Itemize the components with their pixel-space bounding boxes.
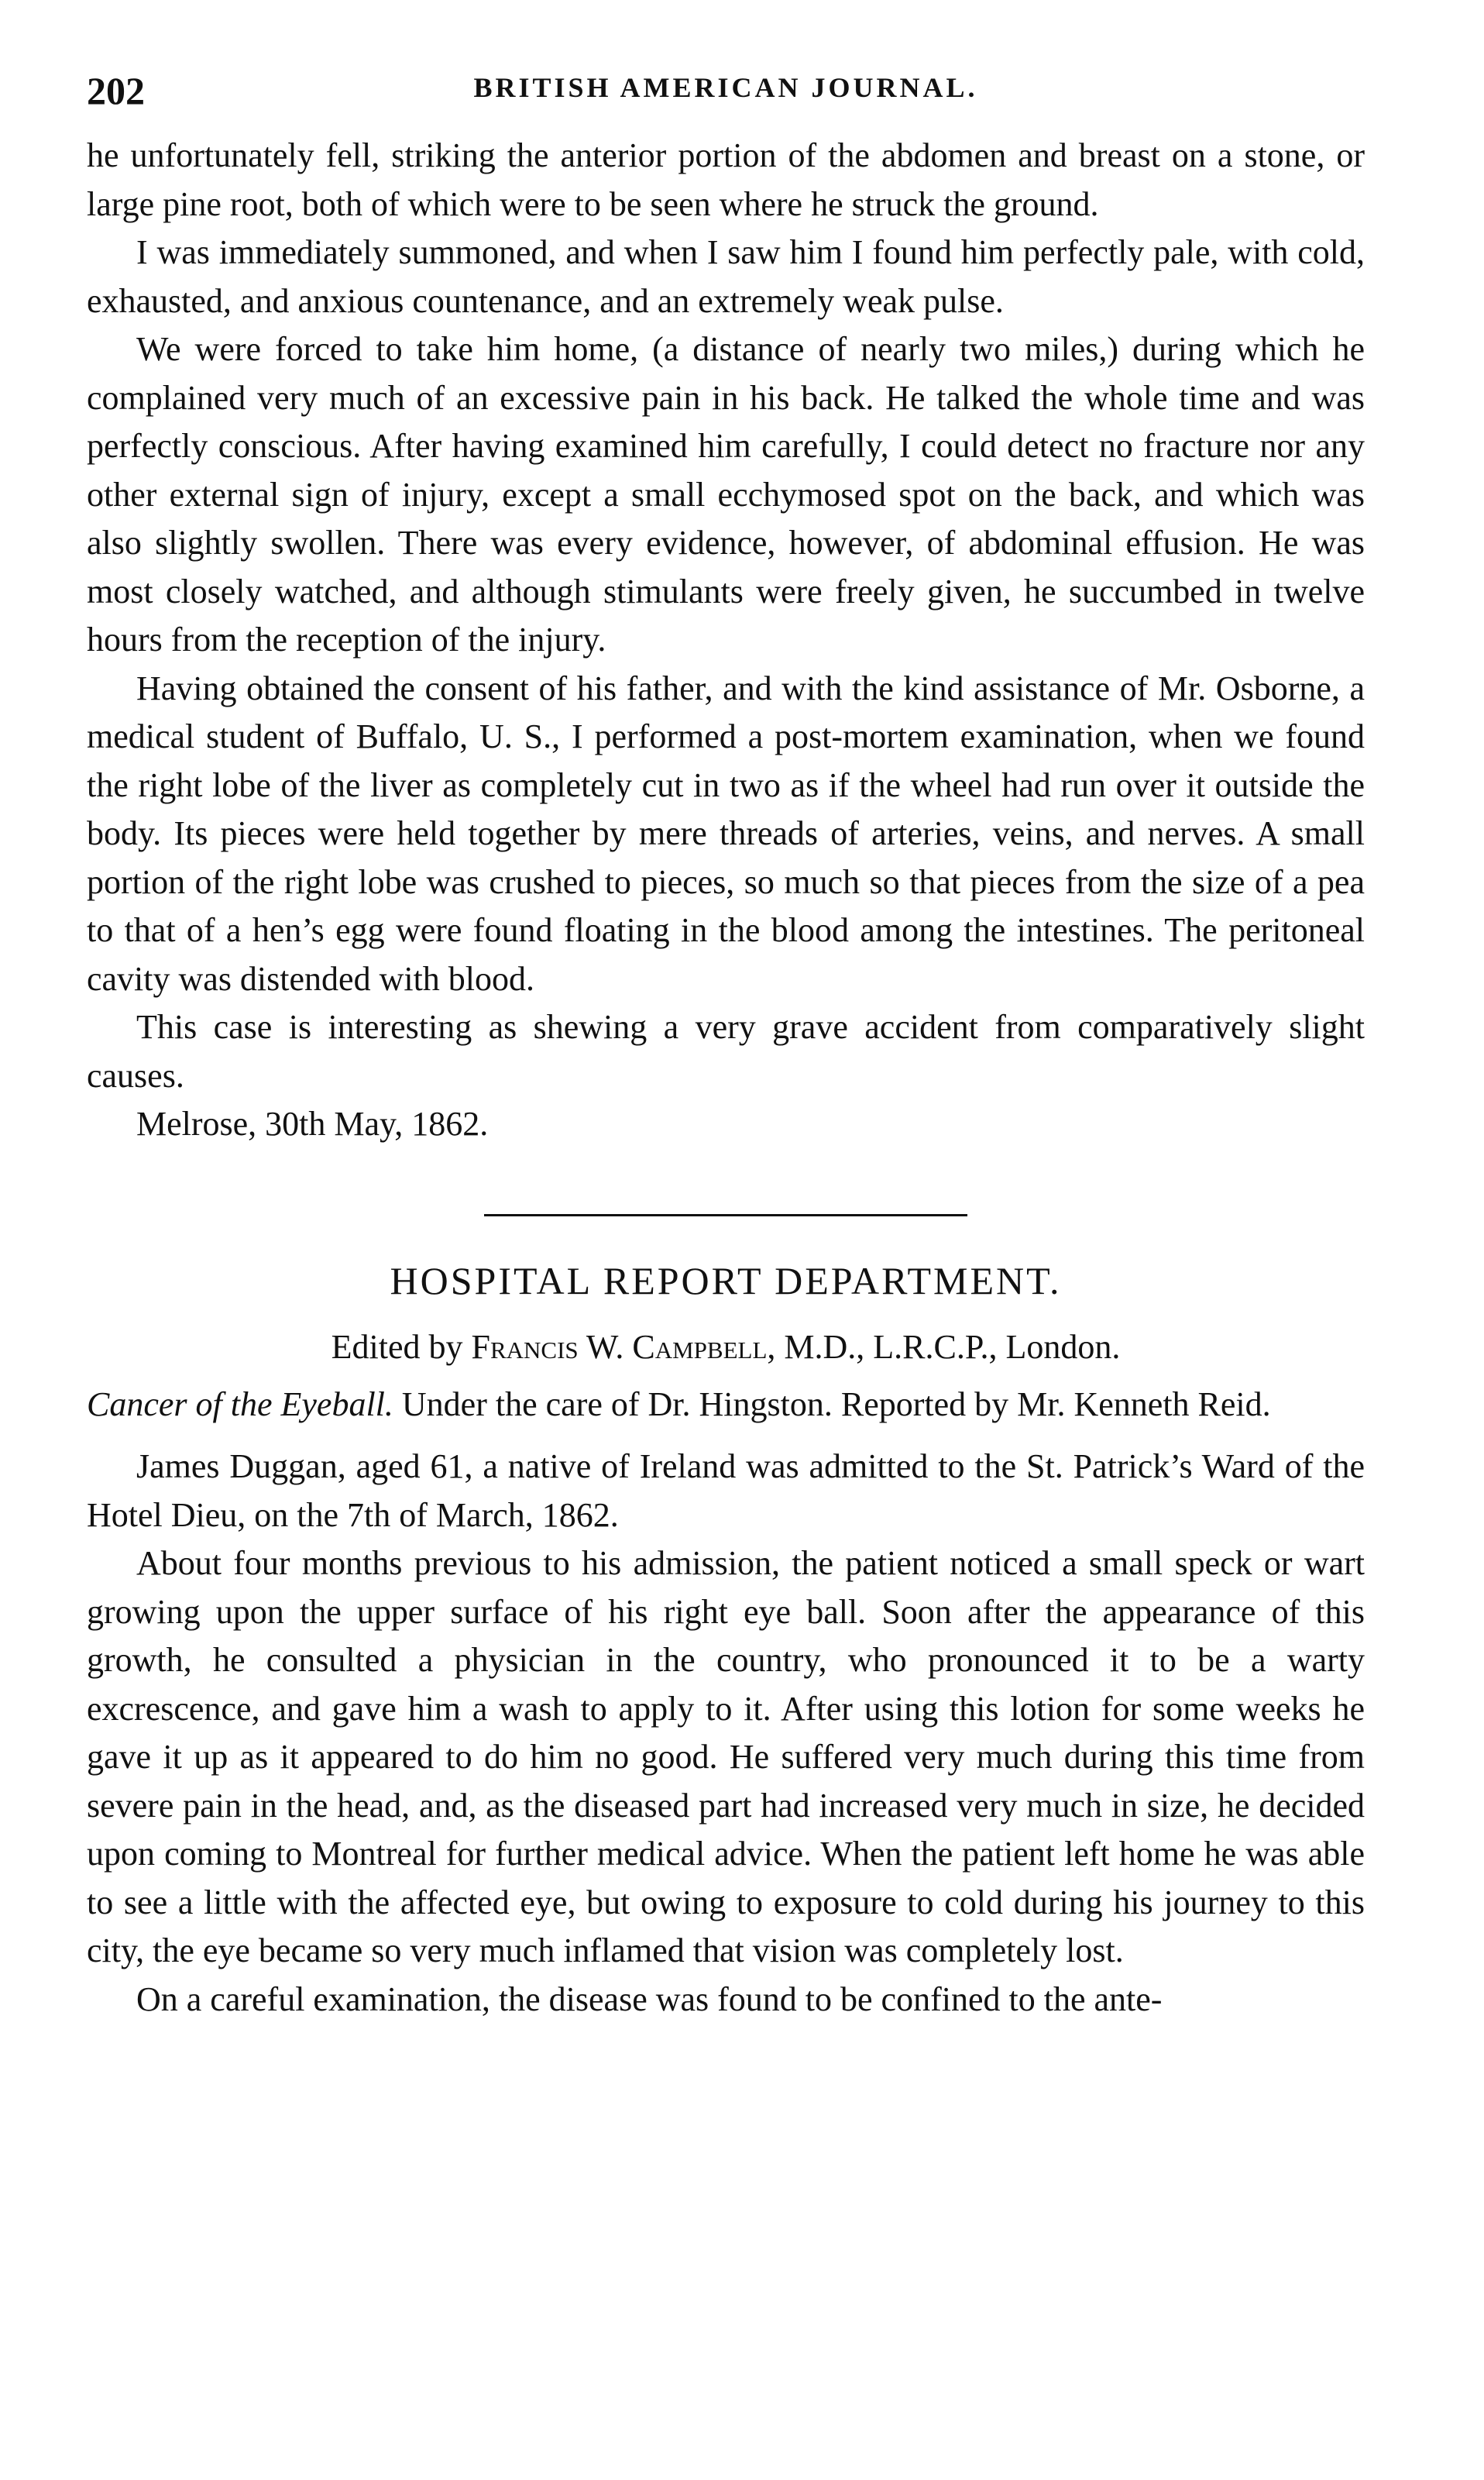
case-paragraph: About four months previous to his admission, the patient noticed a small speck or wart growing upon the upper surface of his right eye ball. Soon after the appearance of this growth, he consulted a physician in the country, who pronounced it to be a warty excrescence, and gave him a wash to apply to it. After using this lotion for some weeks he gave it up as it appeared to do him no good. He suffered very much during this time from severe pain in the head, and, as the diseased part had increased very much in size, he decided upon coming to Montreal for further medical advice. When the patient left home he was able to see a little with the affected eye, but owing to exposure to cold during his journey to this city, the eye became so very much inflamed that vision was completely lost. [87, 1544, 1365, 1969]
section-title: HOSPITAL REPORT DEPARTMENT. [390, 1258, 1062, 1302]
body-paragraph: he unfortunately fell, striking the anterior portion of the abdomen and breast on a stone, or large pine root, both of which were to be seen where he struck the ground. [87, 136, 1365, 223]
running-head [87, 68, 1365, 115]
body-paragraph: I was immediately summoned, and when I saw him I found him perfectly pale, with cold, exhausted, and anxious countenance, and an extremely weak pulse. [87, 233, 1365, 320]
article-body [87, 132, 1365, 1149]
case-byline: Under the care of Dr. Hingston. Reported by Mr. Kenneth Reid. [393, 1384, 1271, 1423]
dateline: Melrose, 30th May, 1862. [136, 1105, 489, 1143]
editor-suffix: M.D., L.R.C.P., London. [775, 1327, 1121, 1366]
editor-name: Francis W. Campbell, [471, 1327, 776, 1366]
case-paragraph: James Duggan, aged 61, a native of Ireland was admitted to the St. Patrick’s Ward of the Hotel Dieu, on the 7th of March, 1862. [87, 1447, 1365, 1534]
editor-prefix: Edited by [331, 1327, 472, 1366]
body-paragraph: Having obtained the consent of his father, and with the kind assistance of Mr. Osborne, a medical student of Buffalo, U. S., I performed a post-mortem examination, when we found the right lobe of the liver as completely cut in two as if the wheel had run over it outside the body. Its pieces were held together by mere threads of arteries, veins, and nerves. A small portion of the right lobe was crushed to pieces, so much so that pieces from the size of a pea to that of a hen’s egg were found floating in the blood among the intestines. The peritoneal cavity was distended with blood. [87, 669, 1365, 998]
case-heading [87, 1381, 1365, 1429]
section-divider [484, 1214, 967, 1216]
body-paragraph: We were forced to take him home, (a distance of nearly two miles,) during which he complained very much of an excessive pain in his back. He talked the whole time and was perfectly conscious. After having examined him carefully, I could detect no fracture nor any other external sign of injury, except a small ecchymosed spot on the back, and which was also slightly swollen. There was every evidence, however, of abdominal effusion. He was most closely watched, and although stimulants were freely given, he succumbed in twelve hours from the reception of the injury. [87, 330, 1365, 659]
journal-page [87, 68, 1365, 2024]
case-title: Cancer of the Eyeball. [87, 1384, 393, 1423]
editor-credit [87, 1322, 1365, 1373]
page-number: 202 [87, 69, 145, 112]
case-body [87, 1443, 1365, 2024]
body-paragraph: This case is interesting as shewing a very grave accident from comparatively slight causes. [87, 1008, 1365, 1095]
journal-title: BRITISH AMERICAN JOURNAL. [473, 72, 978, 103]
case-paragraph: On a careful examination, the disease was found to be confined to the ante- [136, 1980, 1163, 2018]
